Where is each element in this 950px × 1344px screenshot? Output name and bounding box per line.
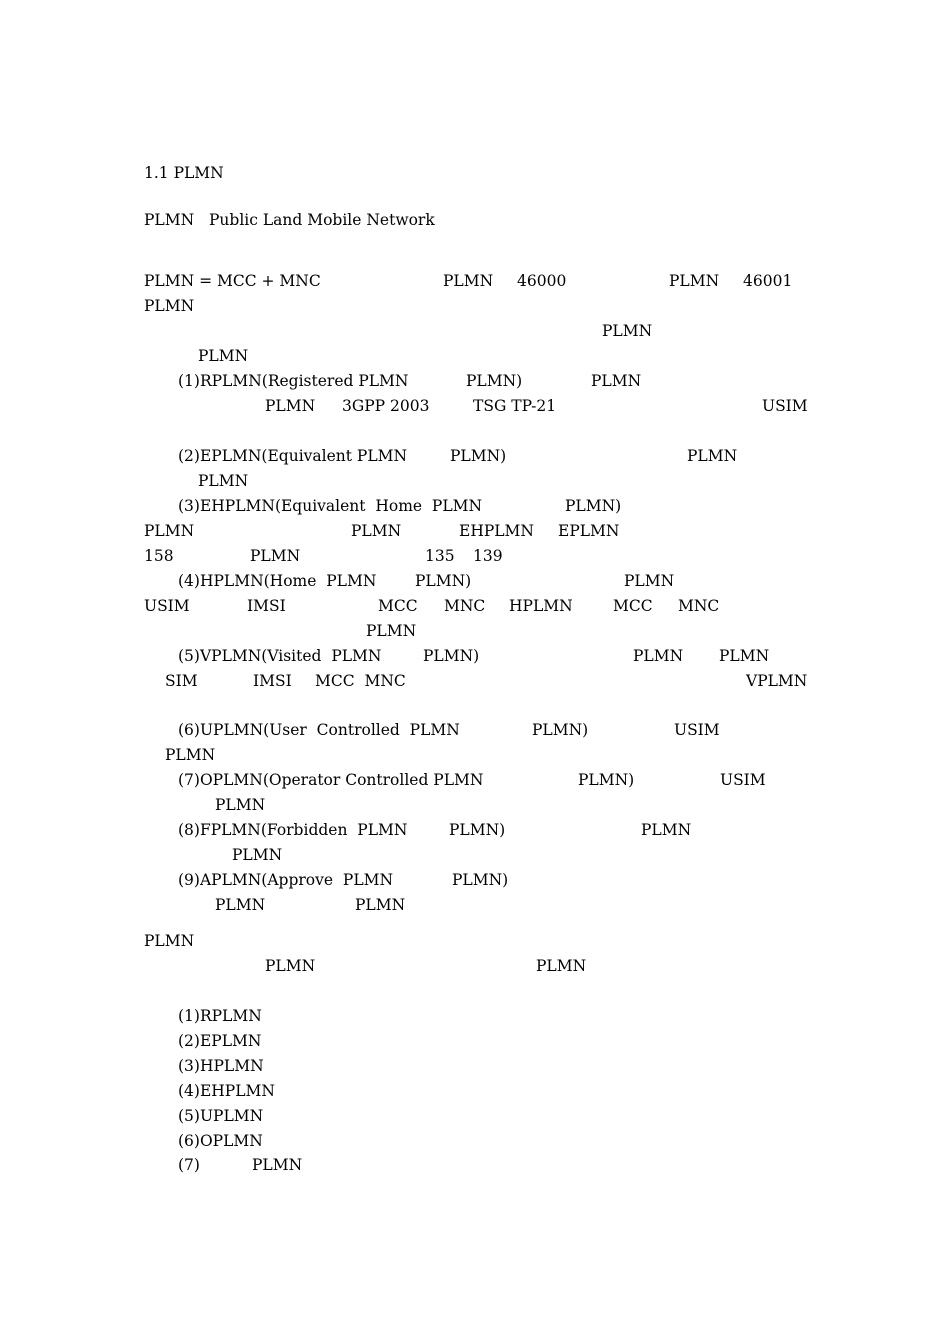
formula-code-a: 46000 (517, 272, 567, 290)
section-heading: 1.1 PLMN (144, 164, 224, 182)
rplmn-tsg: TSG TP-21 (473, 397, 557, 415)
list-item: (6)OPLMN (178, 1132, 263, 1150)
uplmn-label: (6)UPLMN(User Controlled PLMN (178, 721, 460, 739)
hplmn-label: (4)HPLMN(Home PLMN (178, 572, 377, 590)
ehplmn-plmn-a: PLMN (144, 522, 195, 540)
eplmn-label: (2)EPLMN(Equivalent PLMN (178, 447, 408, 465)
list-item: (7) (178, 1156, 200, 1174)
ehplmn-plmn-b: PLMN (351, 522, 402, 540)
ehplmn-num-135: 135 (425, 547, 455, 565)
list-item: (2)EPLMN (178, 1032, 262, 1050)
hplmn-mnc: MNC (444, 597, 486, 615)
uplmn-plmn: PLMN (165, 746, 216, 764)
vplmn-label: (5)VPLMN(Visited PLMN (178, 647, 382, 665)
oplmn-usim: USIM (720, 771, 766, 789)
fplmn-label: (8)FPLMN(Forbidden PLMN (178, 821, 408, 839)
definition-term: PLMN (144, 211, 195, 229)
hplmn-imsi: IMSI (247, 597, 286, 615)
fplmn-close: PLMN) (449, 821, 506, 839)
formula-wrap: PLMN (144, 297, 195, 315)
formula-plmn-a: PLMN (443, 272, 494, 290)
rplmn-plmn: PLMN (591, 372, 642, 390)
rplmn-spec: 3GPP 2003 (342, 397, 430, 415)
ehplmn-num-139: 139 (473, 547, 503, 565)
plmn-formula: PLMN = MCC + MNC (144, 272, 321, 290)
selection-plmn-a: PLMN (265, 957, 316, 975)
vplmn-sim: SIM (165, 672, 198, 690)
rplmn-label: (1)RPLMN(Registered PLMN (178, 372, 409, 390)
list-item: (5)UPLMN (178, 1107, 264, 1125)
formula-plmn-b: PLMN (669, 272, 720, 290)
hplmn-close: PLMN) (415, 572, 472, 590)
rplmn-plmn-2: PLMN (265, 397, 316, 415)
aplmn-close: PLMN) (452, 871, 509, 889)
aplmn-plmn-b: PLMN (355, 896, 406, 914)
vplmn-imsi: IMSI (253, 672, 292, 690)
hplmn-hplmn: HPLMN (509, 597, 573, 615)
selection-title: PLMN (144, 932, 195, 950)
hplmn-usim: USIM (144, 597, 190, 615)
ehplmn-ehplmn: EHPLMN (459, 522, 534, 540)
formula-code-b: 46001 (743, 272, 793, 290)
vplmn-plmn-b: PLMN (719, 647, 770, 665)
hplmn-mcc: MCC (378, 597, 418, 615)
rplmn-close: PLMN) (466, 372, 523, 390)
selection-plmn-b: PLMN (536, 957, 587, 975)
ehplmn-plmn-c: PLMN (250, 547, 301, 565)
intro-plmn-1: PLMN (602, 322, 653, 340)
eplmn-plmn: PLMN (687, 447, 738, 465)
hplmn-mnc-2: MNC (678, 597, 720, 615)
list-item: (3)HPLMN (178, 1057, 264, 1075)
vplmn-mcc-mnc: MCC MNC (315, 672, 406, 690)
vplmn-plmn-a: PLMN (633, 647, 684, 665)
vplmn-vplmn: VPLMN (746, 672, 808, 690)
fplmn-plmn: PLMN (641, 821, 692, 839)
oplmn-plmn: PLMN (215, 796, 266, 814)
list-item: (1)RPLMN (178, 1007, 262, 1025)
intro-plmn-2: PLMN (198, 347, 249, 365)
list-item: (4)EHPLMN (178, 1082, 275, 1100)
aplmn-label: (9)APLMN(Approve PLMN (178, 871, 394, 889)
hplmn-plmn-2: PLMN (366, 622, 417, 640)
uplmn-usim: USIM (674, 721, 720, 739)
vplmn-close: PLMN) (423, 647, 480, 665)
eplmn-close: PLMN) (450, 447, 507, 465)
eplmn-plmn-2: PLMN (198, 472, 249, 490)
list-item-plmn: PLMN (252, 1156, 303, 1174)
oplmn-close: PLMN) (578, 771, 635, 789)
ehplmn-num-158: 158 (144, 547, 174, 565)
oplmn-label: (7)OPLMN(Operator Controlled PLMN (178, 771, 484, 789)
rplmn-usim: USIM (762, 397, 808, 415)
definition-expansion: Public Land Mobile Network (209, 211, 435, 229)
hplmn-mcc-2: MCC (613, 597, 653, 615)
aplmn-plmn-a: PLMN (215, 896, 266, 914)
ehplmn-close: PLMN) (565, 497, 622, 515)
ehplmn-label: (3)EHPLMN(Equivalent Home PLMN (178, 497, 483, 515)
hplmn-plmn: PLMN (624, 572, 675, 590)
uplmn-close: PLMN) (532, 721, 589, 739)
ehplmn-eplmn: EPLMN (558, 522, 620, 540)
fplmn-plmn-2: PLMN (232, 846, 283, 864)
